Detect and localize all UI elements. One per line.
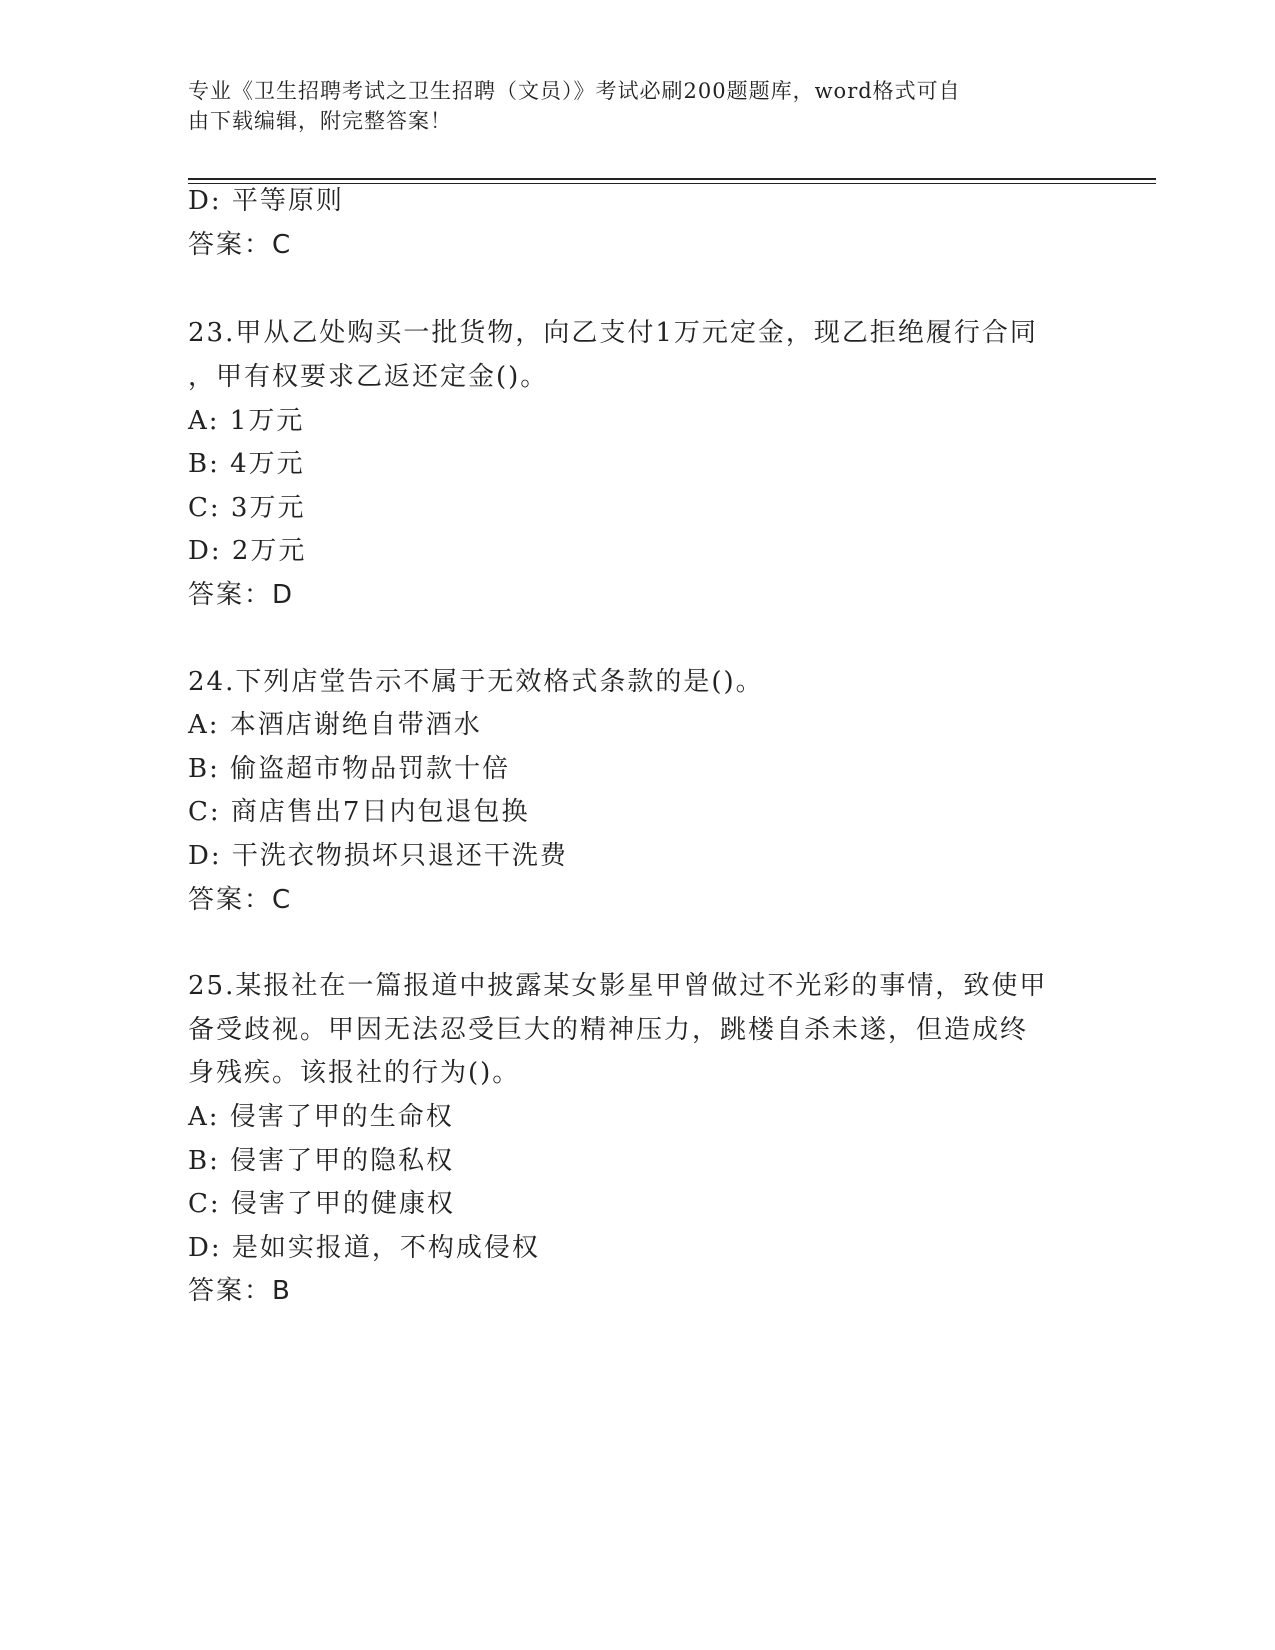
q22-answer: 答案：C — [188, 230, 293, 260]
q25-stem-line-2: 备受歧视。甲因无法忍受巨大的精神压力，跳楼自杀未遂，但造成终 — [188, 1015, 1029, 1045]
header-divider — [188, 178, 1156, 184]
q24-stem-line-1: 24.下列店堂告示不属于无效格式条款的是()。 — [188, 667, 764, 697]
header-intro-line-2: 由下载编辑，附完整答案！ — [188, 109, 452, 133]
q24-answer: 答案：C — [188, 885, 293, 915]
header-intro-line-1: 专业《卫生招聘考试之卫生招聘（文员）》考试必刷200题题库，word格式可自 — [188, 79, 961, 103]
q25-option-c: C: 侵害了甲的健康权 — [188, 1189, 455, 1219]
q23-stem-line-1: 23.甲从乙处购买一批货物，向乙支付1万元定金，现乙拒绝履行合同 — [188, 318, 1038, 348]
q22-option-d: D: 平等原则 — [188, 186, 344, 216]
q23-option-c: C: 3万元 — [188, 493, 306, 523]
q25-stem-line-3: 身残疾。该报社的行为()。 — [188, 1058, 521, 1088]
q24-option-d: D: 干洗衣物损坏只退还干洗费 — [188, 841, 568, 871]
q23-answer: 答案：D — [188, 580, 295, 610]
q24-option-a: A: 本酒店谢绝自带酒水 — [188, 710, 482, 740]
q25-option-a: A: 侵害了甲的生命权 — [188, 1102, 454, 1132]
q25-option-d: D: 是如实报道，不构成侵权 — [188, 1233, 540, 1263]
q23-stem-line-2: ，甲有权要求乙返还定金()。 — [188, 362, 549, 392]
q24-option-c: C: 商店售出7日内包退包换 — [188, 797, 530, 827]
q25-option-b: B: 侵害了甲的隐私权 — [188, 1146, 455, 1176]
q23-option-a: A: 1万元 — [188, 406, 305, 436]
q23-option-d: D: 2万元 — [188, 536, 307, 566]
q24-option-b: B: 偷盗超市物品罚款十倍 — [188, 754, 511, 784]
q25-answer: 答案：B — [188, 1276, 292, 1306]
q25-stem-line-1: 25.某报社在一篇报道中披露某女影星甲曾做过不光彩的事情，致使甲 — [188, 971, 1048, 1001]
q23-option-b: B: 4万元 — [188, 449, 305, 479]
document-header — [188, 76, 1068, 136]
